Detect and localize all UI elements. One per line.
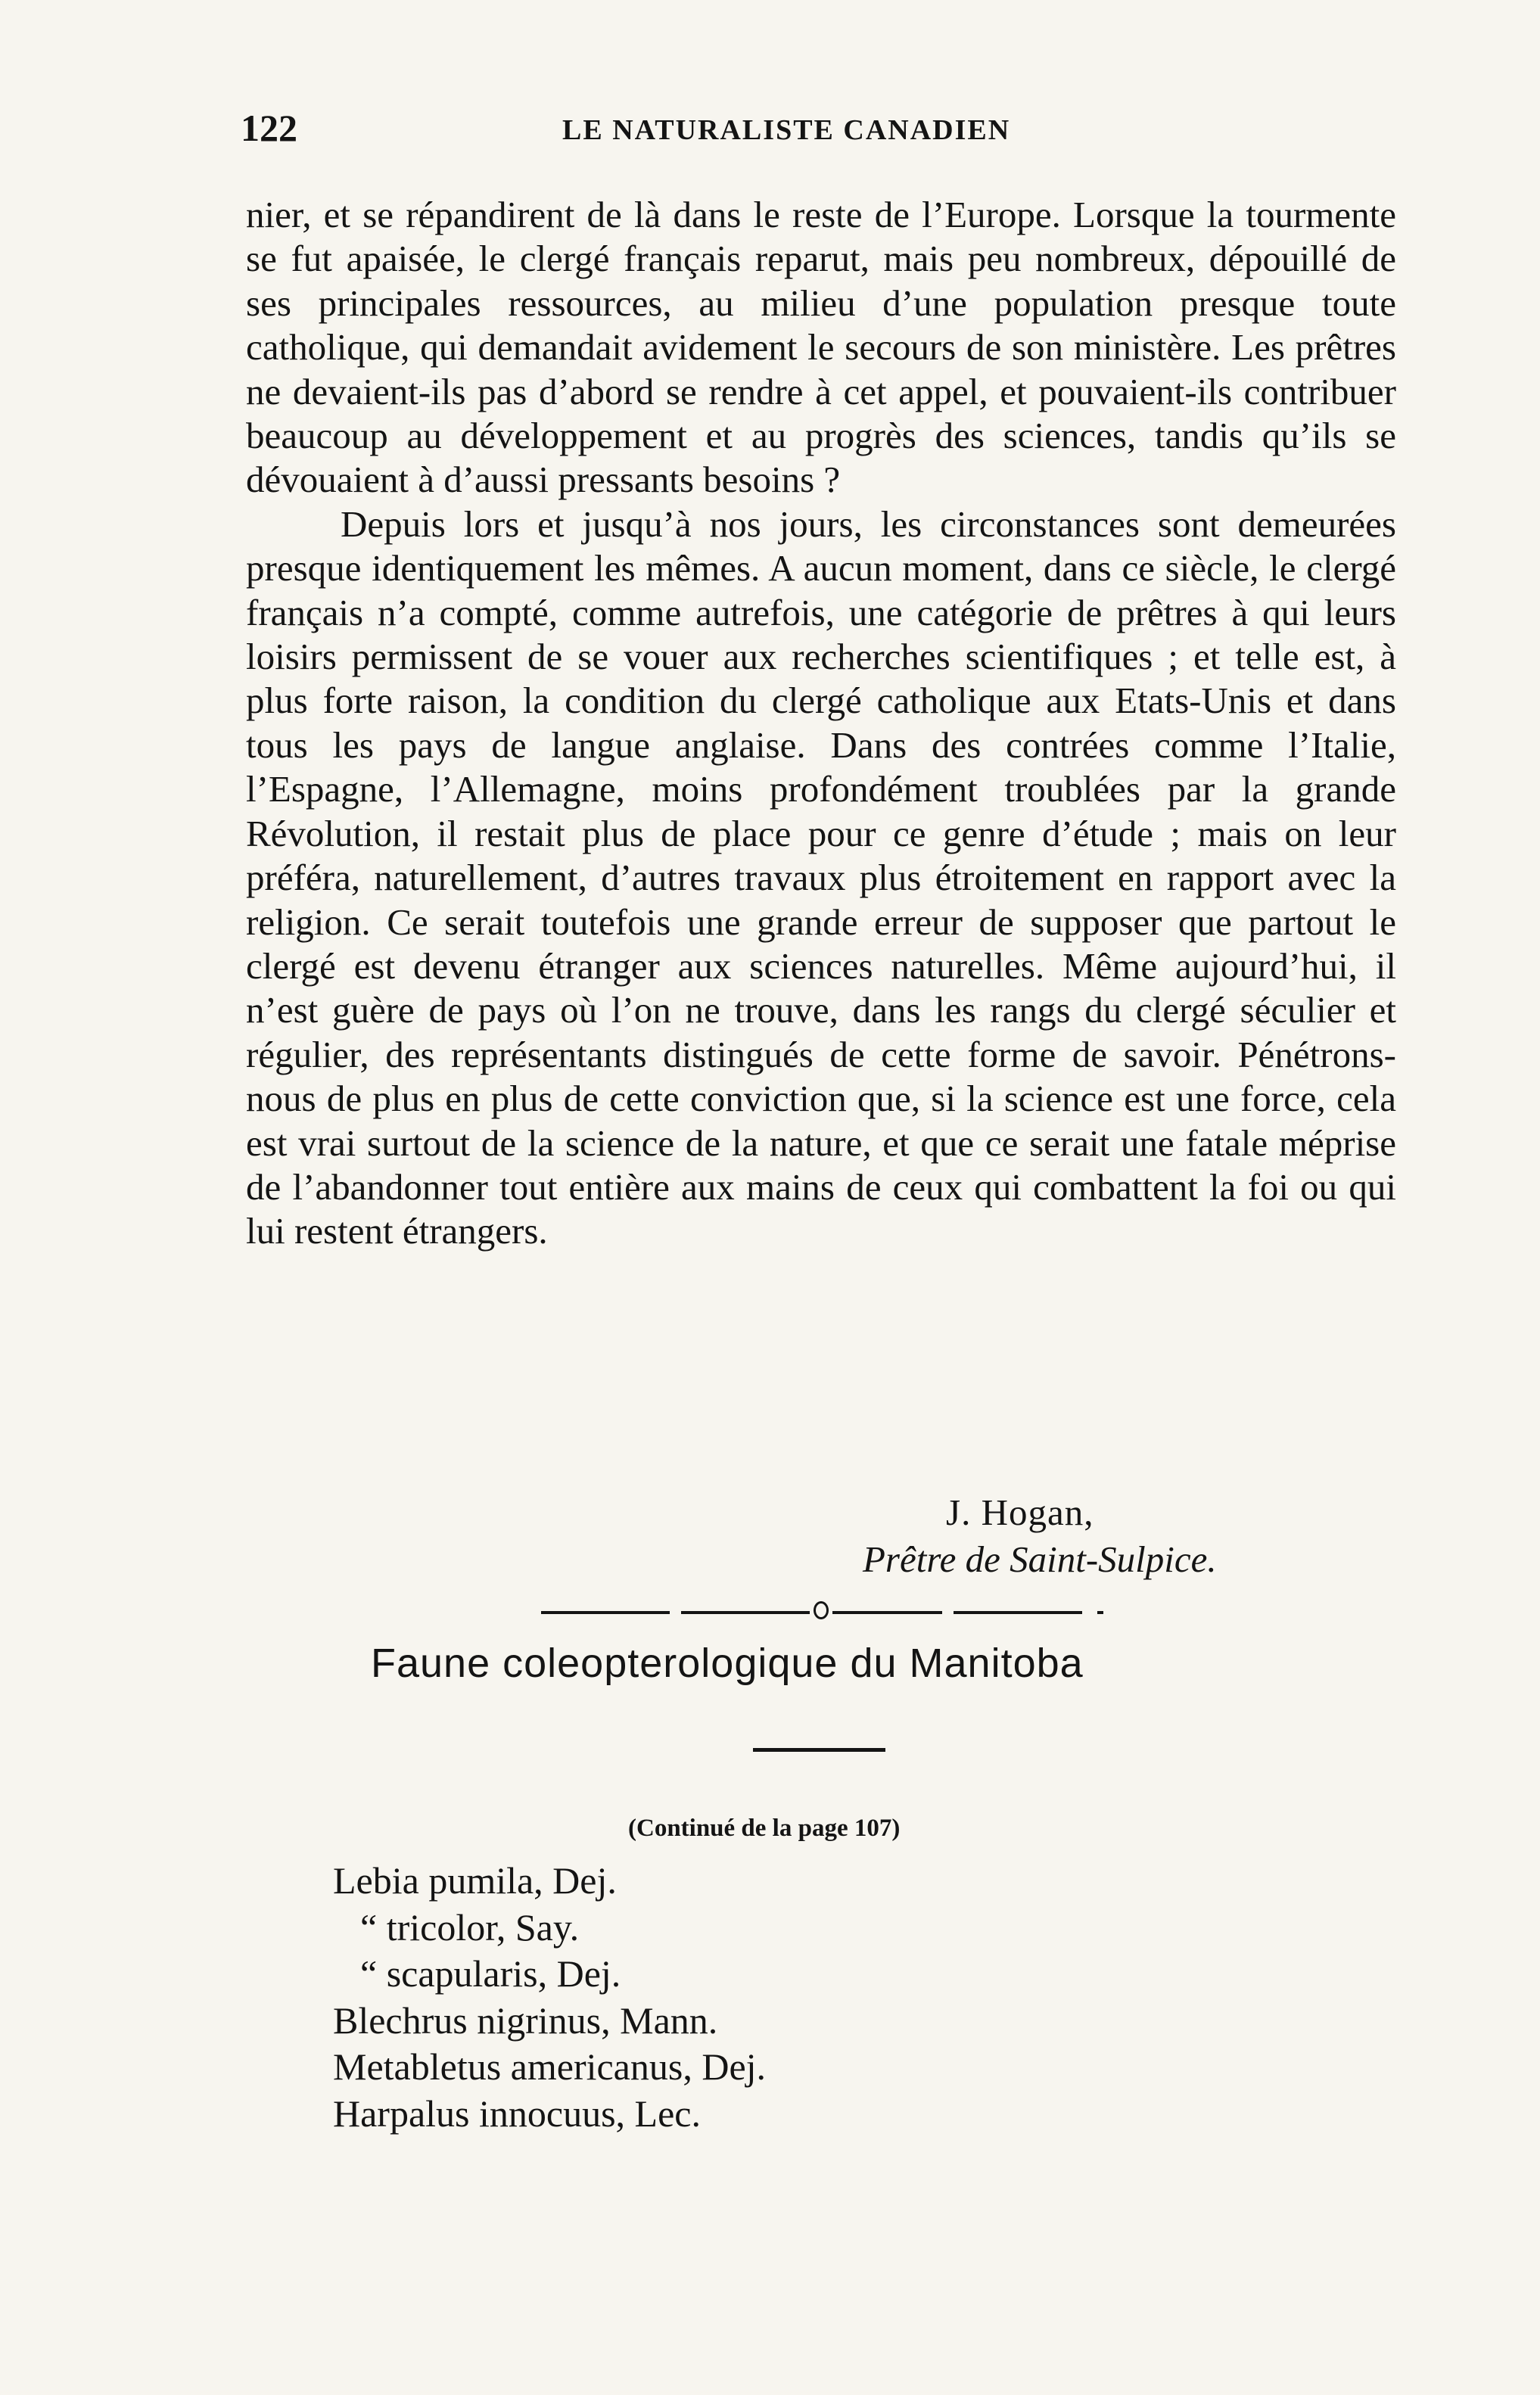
page-number: 122: [241, 107, 297, 149]
continued-note: (Continué de la page 107): [628, 1815, 901, 1842]
signature-name: J. Hogan,: [946, 1491, 1094, 1533]
paragraph: nier, et se répandirent de là dans le reste de l’Europe. Lorsque la tourmente se fut apaisée, le clergé français reparut, mais peu nombreux, dépouillé de ses principales ressources, au milieu d’une population presque toute catholique, qui demandait avidement le secours de son ministère. Les prêtres ne devaient-ils pas d’abord se rendre à cet appel, et pouvaient-ils contribuer beaucoup au développement et au progrès des sciences, tandis qu’ils se dévouaient à d’aussi pressants besoins ?: [246, 194, 1396, 501]
list-item: “ scapularis, Dej.: [360, 1952, 621, 1995]
section-divider: [541, 1608, 1116, 1616]
list-item: “ tricolor, Say.: [360, 1905, 580, 1949]
list-item: Harpalus innocuus, Lec.: [333, 2092, 701, 2135]
list-item: Blechrus nigrinus, Mann.: [333, 1998, 718, 2042]
section-title: Faune coleopterologique du Manitoba: [371, 1641, 1084, 1686]
signature-role: Prêtre de Saint-Sulpice.: [863, 1538, 1217, 1580]
paragraph: Depuis lors et jusqu’à nos jours, les circonstances sont demeurées presque identiquement les mêmes. A aucun moment, dans ce siècle, le clergé français n’a compté, comme autrefois, une catégorie de prêtres à qui leurs loisirs permissent de se vouer aux recherches scientifiques ; et telle est, à plus forte raison, la condition du clergé catholique aux Etats-Unis et dans tous les pays de langue anglaise. Dans des contrées comme l’Italie, l’Espagne, l’Allemagne, moins profondément troublées par la grande Révolution, il restait plus de place pour ce genre d’étude ; mais on leur préféra, naturellement, d’autres travaux plus étroitement en rapport avec la religion. Ce serait toutefois une grande erreur de supposer que partout le clergé est devenu étranger aux sciences naturelles. Même aujourd’hui, il n’est guère de pays où l’on ne trouve, dans les rangs du clergé séculier et régulier, des représentants distingués de cette forme de savoir. Pénétrons-nous de plus en plus de cette conviction que, si la science est une force, cela est vrai surtout de la science de la nature, et que ce serait une fatale méprise de l’abandonner tout entière aux mains de ceux qui combattent la foi ou qui lui restent étrangers.: [246, 502, 1396, 1252]
species-list: [333, 1858, 766, 2137]
title-rule: [753, 1748, 885, 1752]
list-item: Metabletus americanus, Dej.: [333, 2045, 767, 2088]
running-title: LE NATURALISTE CANADIEN: [562, 114, 1011, 146]
list-item: Lebia pumila, Dej.: [333, 1859, 617, 1902]
page-header: [241, 106, 1398, 159]
article-body: [246, 193, 1396, 1254]
